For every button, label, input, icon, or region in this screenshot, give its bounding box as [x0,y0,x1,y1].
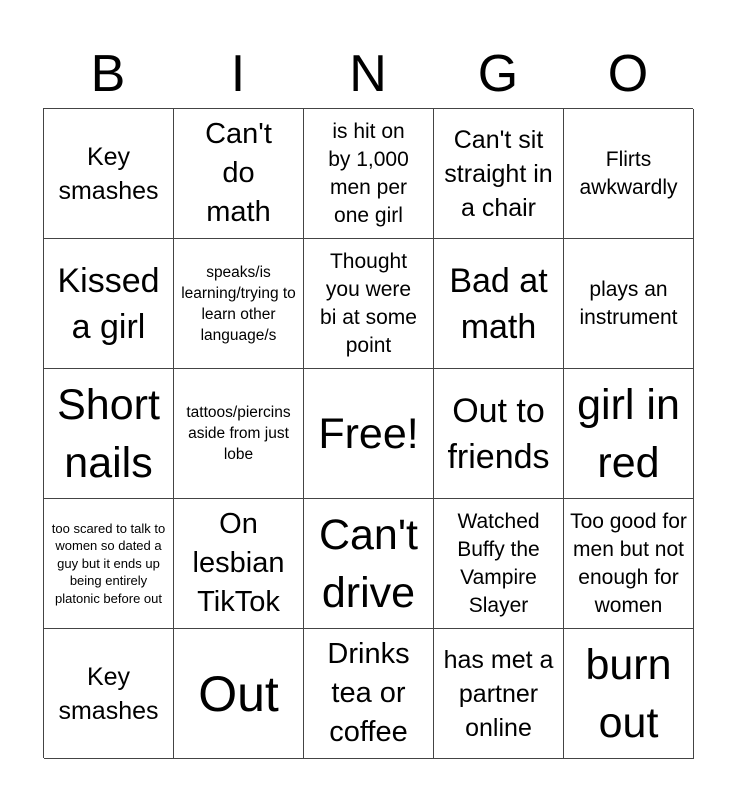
cell-text: plays an instrument [579,277,678,329]
cell-text: Key smashes [58,142,159,205]
bingo-cell[interactable] [44,629,174,759]
bingo-cell[interactable] [434,369,564,499]
bingo-cell[interactable] [434,629,564,759]
cell-text: On lesbian TikTok [192,508,285,618]
cell-text: has met a partner online [443,645,554,742]
header-letter-b: B [90,45,126,103]
bingo-header [43,40,693,108]
bingo-cell[interactable] [174,109,304,239]
header-letter-n: N [349,45,387,103]
bingo-cell[interactable] [304,499,434,629]
cell-text: Key smashes [58,662,159,725]
header-letter-i: I [230,45,246,103]
bingo-cell[interactable] [174,239,304,369]
bingo-cell[interactable] [44,369,174,499]
cell-text: Too good for men but not enough for women [570,509,687,617]
cell-text: Flirts awkwardly [579,147,678,199]
cell-text: Free! [318,409,419,458]
cell-text: speaks/is learning/trying to learn other language/s [181,263,296,344]
bingo-cell[interactable] [564,109,694,239]
bingo-grid [43,108,693,758]
bingo-cell[interactable] [174,499,304,629]
bingo-cell[interactable] [44,499,174,629]
cell-text: Thought you were bi at some point [320,249,417,357]
cell-text: too scared to talk to women so dated a guy but it ends up being entirely platonic before out [51,520,166,606]
cell-text: Short nails [57,380,160,487]
cell-text: girl in red [577,380,680,487]
bingo-cell[interactable] [174,629,304,759]
bingo-cell[interactable] [304,109,434,239]
bingo-cell[interactable] [304,239,434,369]
cell-text: Can't sit straight in a chair [444,125,553,222]
bingo-cell[interactable] [434,239,564,369]
cell-text: Out [198,665,279,722]
bingo-cell[interactable] [434,109,564,239]
bingo-cell[interactable] [564,629,694,759]
header-letter-o: O [607,45,649,103]
bingo-cell[interactable] [564,239,694,369]
cell-text: Drinks tea or coffee [327,638,410,748]
cell-text: Kissed a girl [57,261,160,346]
bingo-cell[interactable] [564,369,694,499]
cell-text: Out to friends [447,391,550,476]
bingo-cell[interactable] [434,499,564,629]
cell-text: Can't drive [318,510,419,617]
cell-text: Can't do math [205,118,272,228]
cell-text: Watched Buffy the Vampire Slayer [457,509,540,617]
cell-text: tattoos/piercins aside from just lobe [186,404,291,463]
bingo-cell[interactable] [564,499,694,629]
cell-text: is hit on by 1,000 men per one girl [328,119,409,227]
free-space[interactable] [304,369,434,499]
bingo-cell[interactable] [304,629,434,759]
header-letter-g: G [477,45,519,103]
bingo-cell[interactable] [44,239,174,369]
bingo-cell[interactable] [44,109,174,239]
bingo-cell[interactable] [174,369,304,499]
cell-text: Bad at math [449,261,548,346]
cell-text: burn out [585,640,672,747]
